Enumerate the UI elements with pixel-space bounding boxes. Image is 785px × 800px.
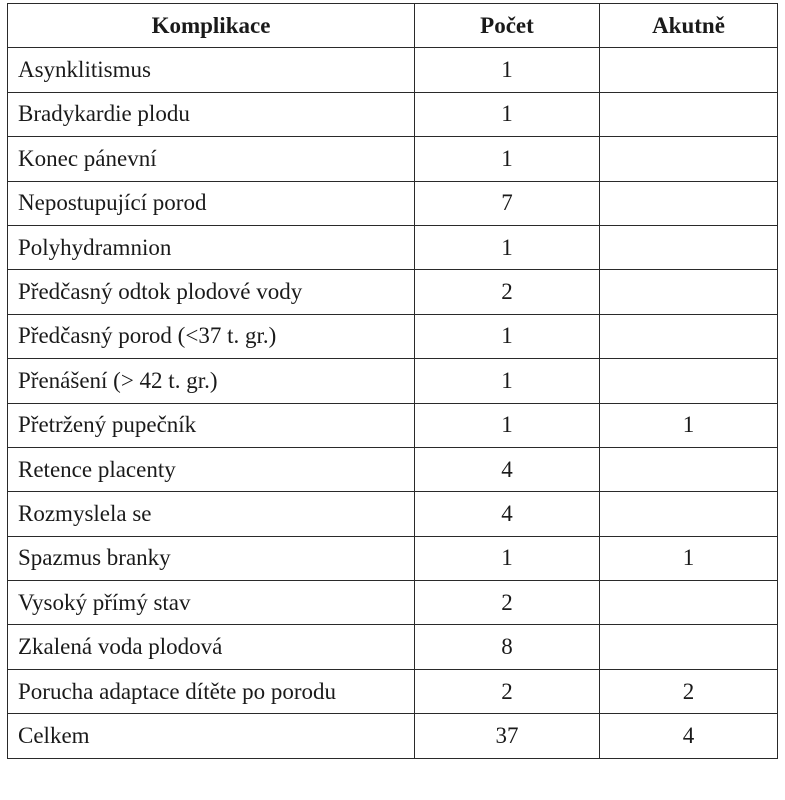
count-cell: 2 (415, 270, 600, 314)
table-row (8, 669, 778, 713)
count-cell: 4 (415, 492, 600, 536)
acute-cell (600, 137, 778, 181)
complication-name-cell: Zkalená voda plodová (8, 625, 415, 669)
table-row (8, 92, 778, 136)
complication-name-cell: Předčasný odtok plodové vody (8, 270, 415, 314)
complication-name-cell: Nepostupující porod (8, 181, 415, 225)
complication-name-cell: Celkem (8, 714, 415, 758)
table-row (8, 536, 778, 580)
acute-cell (600, 359, 778, 403)
count-cell: 37 (415, 714, 600, 758)
acute-cell: 1 (600, 403, 778, 447)
count-cell: 1 (415, 359, 600, 403)
header-row (8, 4, 778, 48)
count-cell: 1 (415, 536, 600, 580)
acute-cell (600, 447, 778, 491)
table-row (8, 225, 778, 269)
complication-name-cell: Předčasný porod (<37 t. gr.) (8, 314, 415, 358)
table-row (8, 447, 778, 491)
complication-name-cell: Polyhydramnion (8, 225, 415, 269)
acute-cell (600, 492, 778, 536)
table-row (8, 181, 778, 225)
acute-cell (600, 225, 778, 269)
acute-cell (600, 581, 778, 625)
acute-cell: 4 (600, 714, 778, 758)
count-cell: 1 (415, 137, 600, 181)
complication-name-cell: Vysoký přímý stav (8, 581, 415, 625)
count-cell: 1 (415, 48, 600, 92)
table-body (8, 48, 778, 758)
complication-name-cell: Přetržený pupečník (8, 403, 415, 447)
acute-cell: 1 (600, 536, 778, 580)
count-cell: 8 (415, 625, 600, 669)
acute-cell (600, 625, 778, 669)
complication-name-cell: Konec pánevní (8, 137, 415, 181)
complication-name-cell: Rozmyslela se (8, 492, 415, 536)
acute-cell (600, 314, 778, 358)
table-row (8, 137, 778, 181)
header-akutne: Akutně (600, 4, 778, 48)
acute-cell (600, 92, 778, 136)
acute-cell (600, 48, 778, 92)
table-row (8, 48, 778, 92)
table-row (8, 314, 778, 358)
table-header (8, 4, 778, 48)
table-row (8, 270, 778, 314)
header-komplikace: Komplikace (8, 4, 415, 48)
table-row (8, 359, 778, 403)
complication-name-cell: Přenášení (> 42 t. gr.) (8, 359, 415, 403)
count-cell: 2 (415, 581, 600, 625)
count-cell: 4 (415, 447, 600, 491)
acute-cell: 2 (600, 669, 778, 713)
complication-name-cell: Spazmus branky (8, 536, 415, 580)
acute-cell (600, 270, 778, 314)
complication-name-cell: Retence placenty (8, 447, 415, 491)
table-row (8, 492, 778, 536)
complication-name-cell: Porucha adaptace dítěte po porodu (8, 669, 415, 713)
count-cell: 7 (415, 181, 600, 225)
table-row (8, 581, 778, 625)
count-cell: 1 (415, 225, 600, 269)
header-pocet: Počet (415, 4, 600, 48)
count-cell: 1 (415, 92, 600, 136)
table-row (8, 403, 778, 447)
complication-name-cell: Asynklitismus (8, 48, 415, 92)
count-cell: 1 (415, 403, 600, 447)
complications-table (7, 3, 778, 759)
total-row (8, 714, 778, 758)
complication-name-cell: Bradykardie plodu (8, 92, 415, 136)
acute-cell (600, 181, 778, 225)
count-cell: 2 (415, 669, 600, 713)
count-cell: 1 (415, 314, 600, 358)
table-row (8, 625, 778, 669)
